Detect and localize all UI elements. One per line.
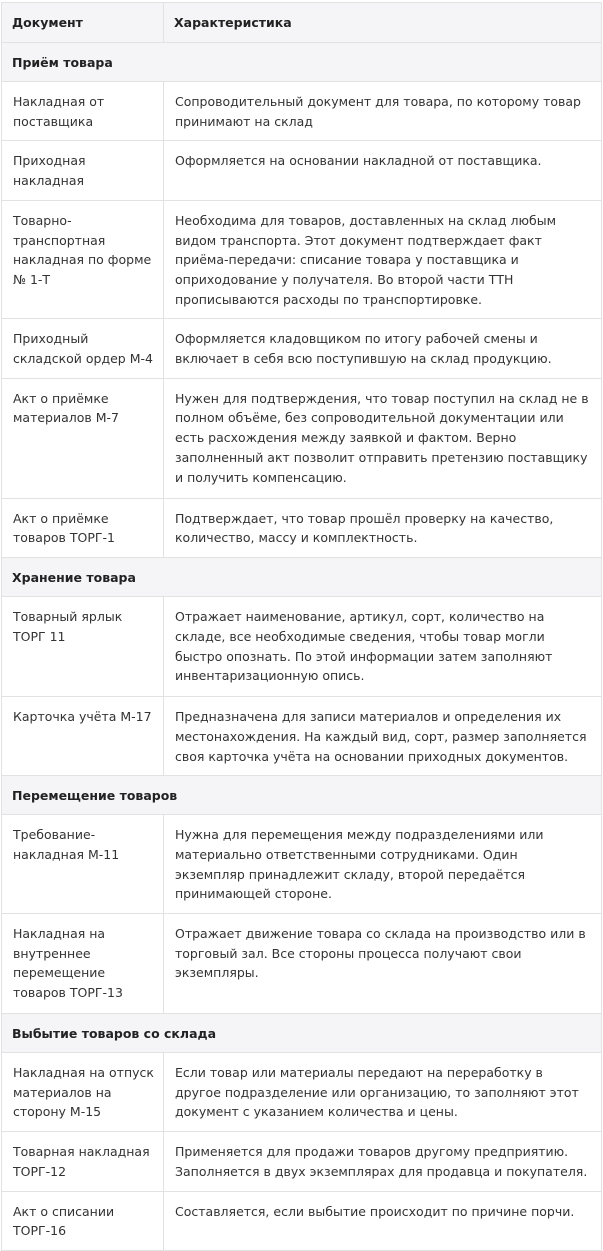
- document-description: Сопроводительный документ для товара, по которому товар принимают на склад: [164, 82, 602, 141]
- table-row: [2, 1132, 602, 1191]
- document-name: Товарно-транспортная накладная по форме № 1-Т: [2, 200, 164, 319]
- document-description: Отражает движение товара со склада на производство или в торговый зал. Все стороны процесса получают свои экземпляры.: [164, 914, 602, 1014]
- document-name: Карточка учёта М-17: [2, 697, 164, 776]
- section-row: [2, 558, 602, 597]
- document-name: Приходный складской ордер М-4: [2, 319, 164, 378]
- table-body: [2, 43, 602, 1251]
- table-row: [2, 498, 602, 557]
- document-description: Предназначена для записи материалов и определения их местонахождения. На каждый вид, сорт, размер заполняется своя карточка учёта на основании приходных документов.: [164, 697, 602, 776]
- table-header-row: [2, 3, 602, 43]
- section-title: Приём товара: [2, 43, 602, 82]
- document-name: Требование-накладная М-11: [2, 815, 164, 914]
- table-row: [2, 697, 602, 776]
- section-title: Выбытие товаров со склада: [2, 1014, 602, 1053]
- document-description: Составляется, если выбытие происходит по причине порчи.: [164, 1191, 602, 1250]
- document-name: Товарный ярлык ТОРГ 11: [2, 597, 164, 697]
- column-header-description: Характеристика: [164, 3, 602, 43]
- section-row: [2, 1014, 602, 1053]
- document-name: Акт о списании ТОРГ-16: [2, 1191, 164, 1250]
- document-name: Приходная накладная: [2, 141, 164, 200]
- column-header-document: Документ: [2, 3, 164, 43]
- section-title: Перемещение товаров: [2, 776, 602, 815]
- document-description: Необходима для товаров, доставленных на склад любым видом транспорта. Этот документ подтверждает факт приёма-передачи: списание товара у поставщика и оприходование у получателя. Во второй части ТТН прописываются расходы по транспортировке.: [164, 200, 602, 319]
- table-row: [2, 597, 602, 697]
- document-name: Акт о приёмке товаров ТОРГ-1: [2, 498, 164, 557]
- document-name: Товарная накладная ТОРГ-12: [2, 1132, 164, 1191]
- table-row: [2, 82, 602, 141]
- section-row: [2, 43, 602, 82]
- section-title: Хранение товара: [2, 558, 602, 597]
- document-description: Применяется для продажи товаров другому предприятию. Заполняется в двух экземплярах для продавца и покупателя.: [164, 1132, 602, 1191]
- table-row: [2, 914, 602, 1014]
- section-row: [2, 776, 602, 815]
- table-row: [2, 378, 602, 498]
- document-description: Если товар или материалы передают на переработку в другое подразделение или организацию, то заполняют этот документ с указанием количества и цены.: [164, 1053, 602, 1132]
- document-name: Накладная на отпуск материалов на сторону М-15: [2, 1053, 164, 1132]
- documents-table: [1, 2, 602, 1251]
- table-row: [2, 141, 602, 200]
- table-row: [2, 319, 602, 378]
- document-description: Оформляется кладовщиком по итогу рабочей смены и включает в себя всю поступившую на склад продукцию.: [164, 319, 602, 378]
- document-description: Отражает наименование, артикул, сорт, количество на складе, все необходимые сведения, чтобы товар могли быстро опознать. По этой информации затем заполняют инвентаризационную опись.: [164, 597, 602, 697]
- document-description: Оформляется на основании накладной от поставщика.: [164, 141, 602, 200]
- table-row: [2, 200, 602, 319]
- document-name: Накладная на внутреннее перемещение товаров ТОРГ-13: [2, 914, 164, 1014]
- document-name: Накладная от поставщика: [2, 82, 164, 141]
- document-description: Нужна для перемещения между подразделениями или материально ответственными сотрудниками. Один экземпляр принадлежит складу, второй передаётся принимающей стороне.: [164, 815, 602, 914]
- document-description: Нужен для подтверждения, что товар поступил на склад не в полном объёме, без сопроводительной документации или есть расхождения между заявкой и фактом. Верно заполненный акт позволит отправить претензию поставщику и получить компенсацию.: [164, 378, 602, 498]
- document-description: Подтверждает, что товар прошёл проверку на качество, количество, массу и комплектность.: [164, 498, 602, 557]
- table-row: [2, 1053, 602, 1132]
- table-row: [2, 815, 602, 914]
- document-name: Акт о приёмке материалов М-7: [2, 378, 164, 498]
